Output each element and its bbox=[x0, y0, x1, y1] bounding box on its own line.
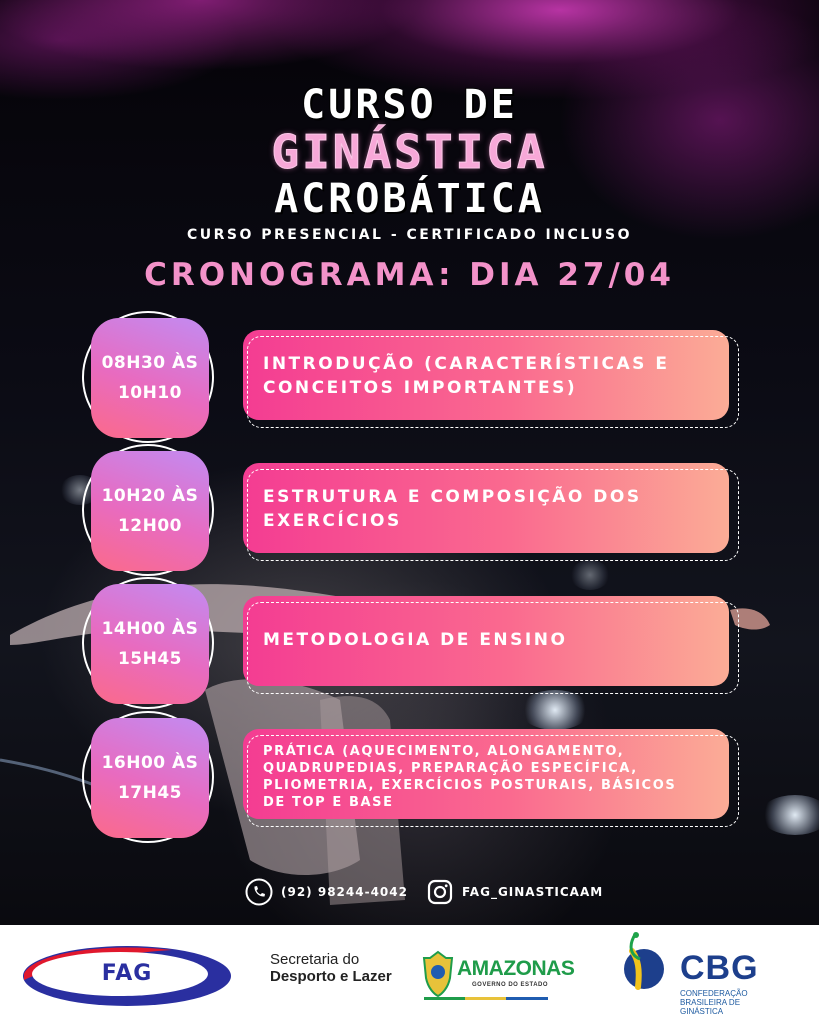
time-end: 15H45 bbox=[117, 649, 183, 669]
amazonas-wordmark: AMAZONAS bbox=[457, 957, 575, 980]
secretaria-logo bbox=[270, 951, 392, 985]
topic-box bbox=[243, 596, 729, 686]
instagram-handle[interactable]: FAG_GINASTICAAM bbox=[461, 885, 604, 899]
topic-line: PLIOMETRIA, EXERCÍCIOS POSTURAIS, BÁSICOS bbox=[263, 778, 677, 793]
time-label bbox=[102, 748, 199, 808]
title-line-3: ACROBÁTICA bbox=[274, 176, 545, 222]
time-start: 16H00 ÀS bbox=[101, 753, 199, 773]
contact-row bbox=[245, 876, 603, 908]
schedule-heading: CRONOGRAMA: DIA 27/04 bbox=[144, 257, 675, 293]
cbg-subtitle-line: GINÁSTICA bbox=[680, 1007, 724, 1016]
topic-box bbox=[243, 729, 729, 819]
topic-text bbox=[263, 628, 715, 652]
time-label bbox=[102, 348, 199, 408]
title-line-1: CURSO DE bbox=[301, 82, 518, 128]
time-box bbox=[91, 584, 209, 704]
topic-text bbox=[263, 352, 715, 400]
time-box bbox=[91, 318, 209, 438]
time-label bbox=[102, 481, 199, 541]
topic-box bbox=[243, 330, 729, 420]
time-box bbox=[91, 451, 209, 571]
phone-number[interactable]: (92) 98244-4042 bbox=[281, 885, 408, 899]
phone-icon[interactable] bbox=[245, 878, 273, 906]
topic-text bbox=[263, 743, 715, 811]
cbg-subtitle-line: CONFEDERAÇÃO bbox=[680, 989, 748, 998]
time-end: 12H00 bbox=[117, 516, 183, 536]
topic-line: QUADRUPEDIAS, PREPARAÇÃO ESPECÍFICA, bbox=[263, 761, 638, 776]
time-box bbox=[91, 718, 209, 838]
time-start: 08H30 ÀS bbox=[101, 353, 199, 373]
subtitle: CURSO PRESENCIAL - CERTIFICADO INCLUSO bbox=[186, 227, 633, 243]
cbg-gymnast-icon bbox=[618, 929, 678, 999]
topic-box bbox=[243, 463, 729, 553]
sponsor-footer bbox=[0, 925, 819, 1024]
time-start: 14H00 ÀS bbox=[101, 619, 199, 639]
topic-line: ESTRUTURA E COMPOSIÇÃO DOS bbox=[263, 487, 642, 507]
secretaria-line-1: Secretaria do bbox=[270, 951, 360, 968]
amazonas-logo bbox=[420, 945, 575, 1005]
cbg-subtitle-line: BRASILEIRA DE bbox=[680, 998, 741, 1007]
amazonas-coat-of-arms-icon bbox=[420, 950, 456, 1000]
title-line-2: GINÁSTICA bbox=[271, 125, 548, 179]
fag-logo bbox=[22, 944, 232, 1008]
topic-line: METODOLOGIA DE ENSINO bbox=[263, 630, 568, 650]
cbg-wordmark: CBG bbox=[680, 949, 759, 987]
cbg-logo bbox=[618, 929, 798, 1024]
time-end: 10H10 bbox=[117, 383, 183, 403]
cbg-subtitle bbox=[680, 989, 748, 1016]
fag-logo-text: FAG bbox=[101, 961, 153, 986]
topic-text bbox=[263, 485, 715, 533]
topic-line: CONCEITOS IMPORTANTES) bbox=[263, 378, 578, 398]
time-end: 17H45 bbox=[117, 783, 183, 803]
amazonas-underline bbox=[424, 997, 548, 1000]
topic-line: DE TOP E BASE bbox=[263, 795, 394, 810]
secretaria-line-2: Desporto e Lazer bbox=[270, 968, 392, 985]
time-label bbox=[102, 614, 199, 674]
topic-line: INTRODUÇÃO (CARACTERÍSTICAS E bbox=[263, 354, 670, 374]
time-start: 10H20 ÀS bbox=[101, 486, 199, 506]
topic-line: EXERCÍCIOS bbox=[263, 511, 402, 531]
instagram-icon[interactable] bbox=[426, 878, 454, 906]
amazonas-subtitle: GOVERNO DO ESTADO bbox=[472, 982, 549, 988]
topic-line: PRÁTICA (AQUECIMENTO, ALONGAMENTO, bbox=[263, 744, 625, 759]
